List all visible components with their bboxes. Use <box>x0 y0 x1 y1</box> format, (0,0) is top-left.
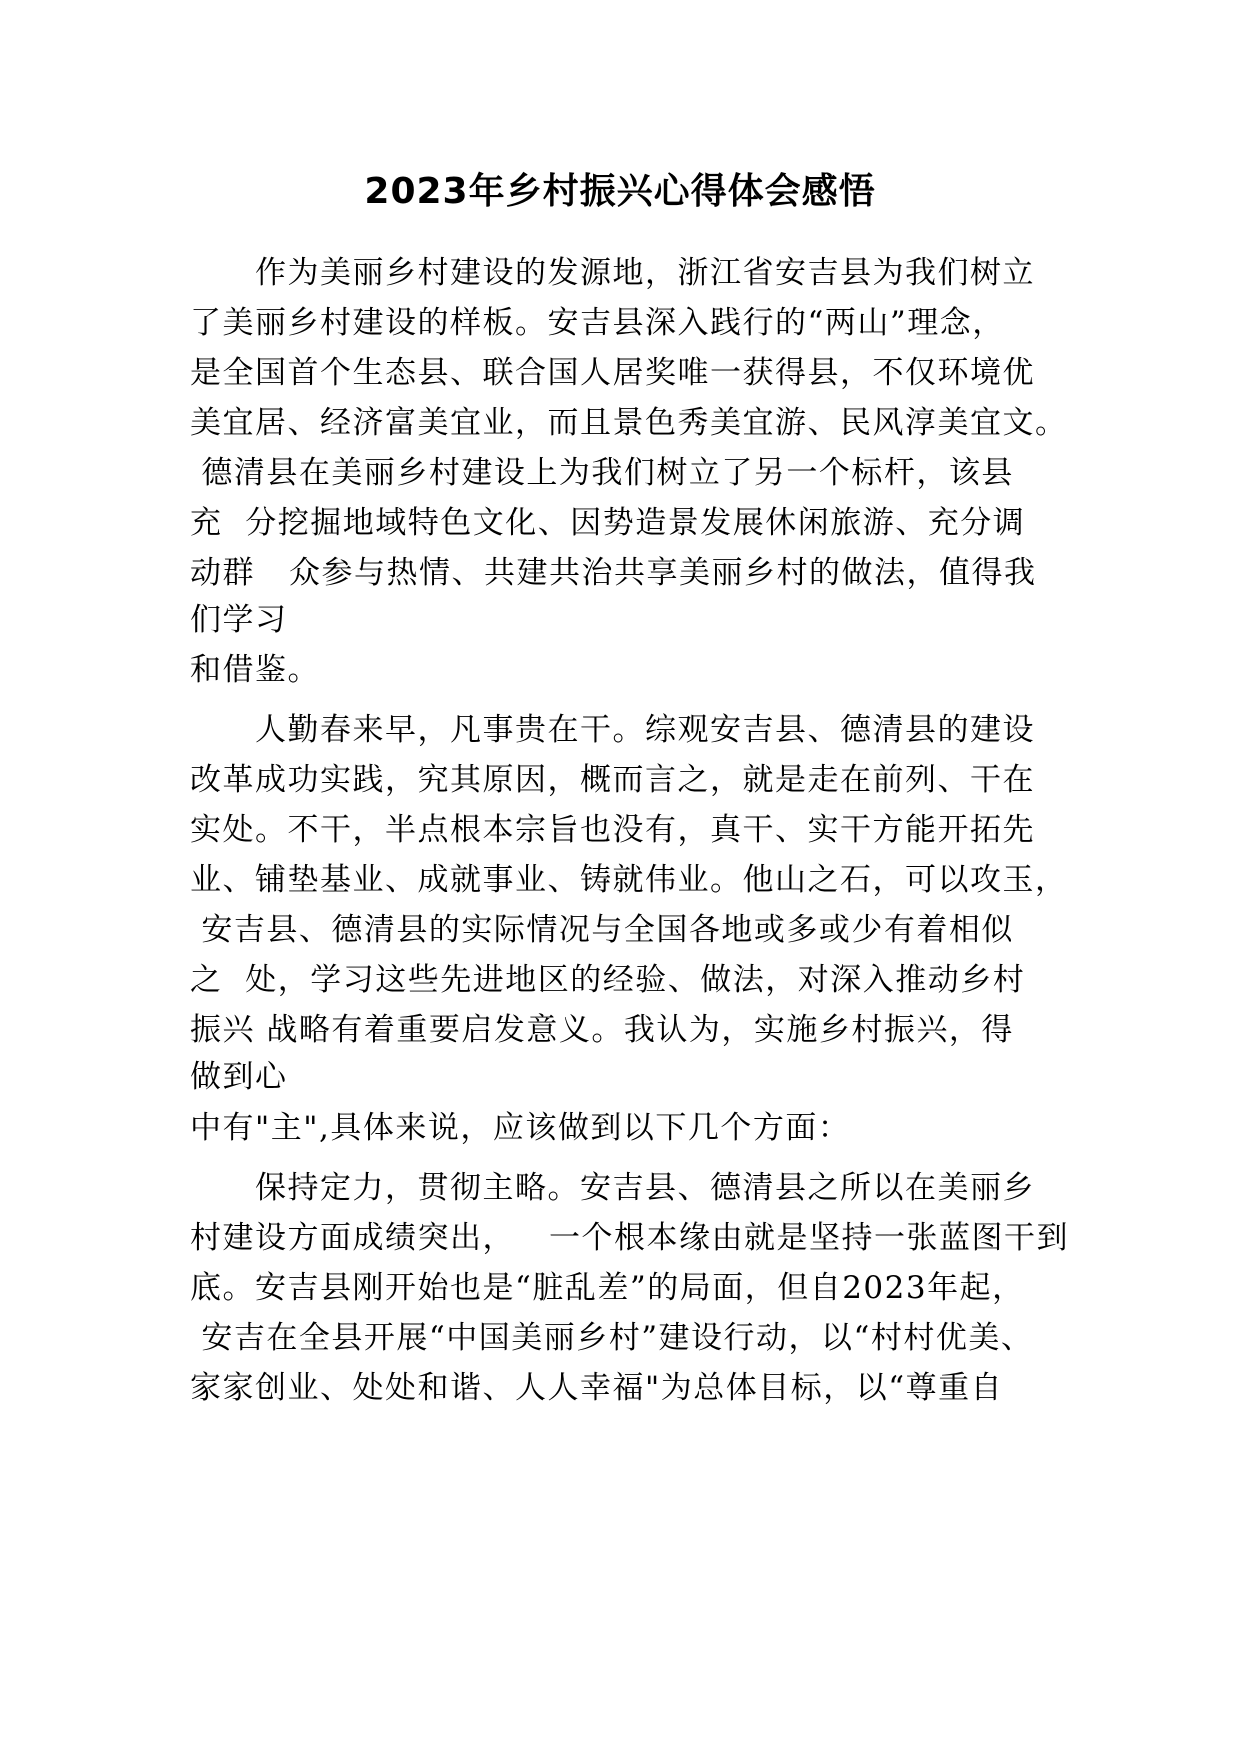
text-line: 了美丽乡村建设的样板。安吉县深入践行的“两山”理念， <box>190 305 1005 341</box>
text-line: 充 分挖掘地域特色文化、因势造景发展休闲旅游、充分调 <box>190 505 1026 541</box>
text-line: 安吉县、德清县的实际情况与全国各地或多或少有着相似 <box>190 912 1014 948</box>
text-line: 和借鉴。 <box>190 652 320 688</box>
text-line: 人勤春来早，凡事贵在干。综观安吉县、德清县的建设 <box>190 712 1035 748</box>
text-line: 实处。不干，半点根本宗旨也没有，真干、实干方能开拓先 <box>190 812 1035 848</box>
text-line: 们学习 <box>190 602 288 638</box>
text-line: 安吉在全县开展“中国美丽乡村”建设行动，以“村村优美、 <box>190 1320 1034 1356</box>
text-line: 村建设方面成绩突出， 一个根本缘由就是坚持一张蓝图干到 <box>190 1220 1070 1256</box>
text-line: 动群 众参与热情、共建共治共享美丽乡村的做法，值得我 <box>190 555 1037 591</box>
text-line: 保持定力，贯彻主略。安吉县、德清县之所以在美丽乡 <box>190 1170 1035 1206</box>
text-line: 德清县在美丽乡村建设上为我们树立了另一个标杆，该县 <box>190 455 1014 491</box>
text-line: 底。安吉县刚开始也是“脏乱差”的局面，但自2023年起， <box>190 1270 1025 1306</box>
text-line: 美宜居、经济富美宜业，而且景色秀美宜游、民风淳美宜文。 <box>190 405 1068 441</box>
text-line: 中有"主",具体来说，应该做到以下几个方面： <box>190 1110 851 1146</box>
text-line: 是全国首个生态县、联合国人居奖唯一获得县，不仅环境优 <box>190 355 1035 391</box>
text-line: 振兴 战略有着重要启发意义。我认为，实施乡村振兴，得 <box>190 1012 1014 1048</box>
text-line: 作为美丽乡村建设的发源地，浙江省安吉县为我们树立 <box>190 255 1035 291</box>
document-title: 2023年乡村振兴心得体会感悟 <box>364 171 876 212</box>
text-line: 之 处，学习这些先进地区的经验、做法，对深入推动乡村 <box>190 962 1026 998</box>
text-line: 业、铺垫基业、成就事业、铸就伟业。他山之石，可以攻玉， <box>190 862 1068 898</box>
text-line: 做到心 <box>190 1059 288 1095</box>
text-line: 改革成功实践，究其原因，概而言之，就是走在前列、干在 <box>190 762 1035 798</box>
text-line: 家家创业、处处和谐、人人幸福"为总体目标，以“尊重自 <box>190 1370 1004 1406</box>
